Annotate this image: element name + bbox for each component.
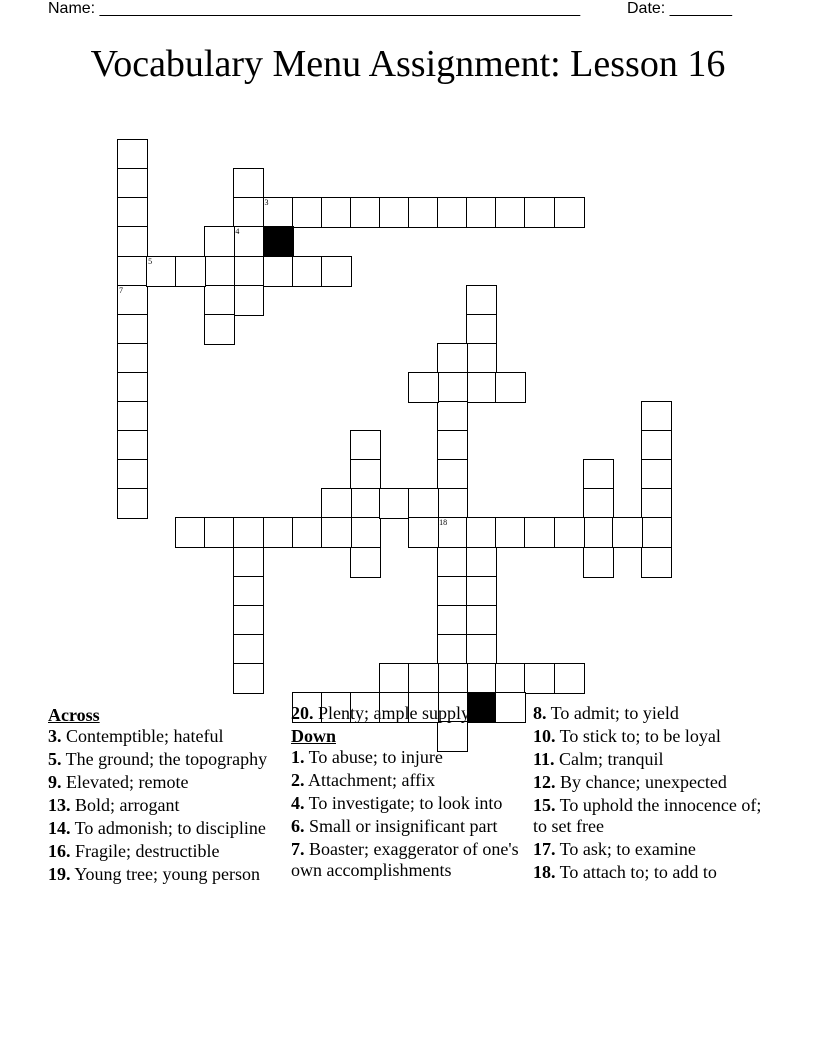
crossword-cell[interactable] <box>554 197 585 228</box>
clue-item <box>48 772 280 793</box>
crossword-cell[interactable] <box>437 343 468 374</box>
crossword-cell[interactable] <box>233 285 264 316</box>
clue-item-text: To admit; to yield <box>546 703 679 723</box>
clue-item <box>48 818 280 839</box>
clue-item-text: To abuse; to injure <box>304 747 443 767</box>
clue-item-text: Young tree; young person <box>70 864 260 884</box>
crossword-cell[interactable] <box>292 197 323 228</box>
clue-item <box>533 862 765 883</box>
crossword-cell[interactable] <box>117 314 148 345</box>
clue-item <box>48 864 280 885</box>
clues-column-2 <box>291 703 523 883</box>
crossword-cell[interactable] <box>466 517 497 548</box>
crossword-cell[interactable] <box>495 663 526 694</box>
clue-item-text: To stick to; to be loyal <box>555 726 721 746</box>
crossword-cell[interactable] <box>350 430 381 461</box>
crossword-cell[interactable] <box>204 256 235 287</box>
crossword-cell[interactable] <box>321 256 352 287</box>
down-heading: Down <box>291 726 337 746</box>
clue-item-text: Elevated; remote <box>61 772 189 792</box>
crossword-cell[interactable] <box>641 430 672 461</box>
clue-item-text: To investigate; to look into <box>304 793 503 813</box>
crossword-cell[interactable] <box>524 517 555 548</box>
crossword-cell[interactable] <box>437 197 468 228</box>
crossword-cell[interactable] <box>117 430 148 461</box>
clue-item-number: 3. <box>48 726 62 746</box>
clue-item-number: 4. <box>291 793 305 813</box>
clue-item-number: 18. <box>533 862 556 882</box>
crossword-cell[interactable] <box>583 547 614 578</box>
crossword-cell[interactable] <box>437 576 468 607</box>
crossword-cell[interactable] <box>408 488 439 519</box>
clue-number: 7 <box>119 285 123 295</box>
clue-item-number: 6. <box>291 816 305 836</box>
clue-item-number: 11. <box>533 749 555 769</box>
crossword-cell[interactable] <box>495 197 526 228</box>
clues-column-3 <box>533 703 765 885</box>
crossword-cell[interactable] <box>583 517 614 548</box>
crossword-cell[interactable] <box>117 401 148 432</box>
crossword-cell[interactable] <box>350 488 381 519</box>
clue-item-text: To ask; to examine <box>555 839 696 859</box>
crossword-cell[interactable] <box>437 634 468 665</box>
date-field-label: Date: _______ <box>627 0 732 17</box>
crossword-cell[interactable] <box>175 517 206 548</box>
crossword-cell[interactable] <box>204 314 235 345</box>
crossword-cell[interactable] <box>437 459 468 490</box>
crossword-cell[interactable] <box>263 517 294 548</box>
crossword-cell[interactable] <box>554 663 585 694</box>
crossword-cell[interactable] <box>408 197 439 228</box>
crossword-cell[interactable] <box>437 605 468 636</box>
clue-item <box>48 749 280 770</box>
crossword-cell[interactable] <box>117 459 148 490</box>
clue-item-text: To uphold the innocence of; to set free <box>533 795 762 836</box>
crossword-cell[interactable] <box>641 517 672 548</box>
crossword-cell[interactable] <box>466 547 497 578</box>
crossword-cell[interactable] <box>117 372 148 403</box>
crossword-cell[interactable] <box>263 197 294 228</box>
clue-item <box>533 772 765 793</box>
clue-number: 3 <box>264 198 269 208</box>
crossword-cell[interactable] <box>408 372 439 403</box>
crossword-cell[interactable] <box>233 197 264 228</box>
clue-item <box>291 793 523 814</box>
clue-item-text: Attachment; affix <box>304 770 436 790</box>
crossword-cell[interactable] <box>466 634 497 665</box>
clue-number: 4 <box>235 227 240 237</box>
crossword-cell[interactable] <box>466 576 497 607</box>
down-clue-list <box>291 747 523 881</box>
crossword-cell[interactable] <box>350 517 381 548</box>
clue-item-number: 17. <box>533 839 556 859</box>
clue-item-text: Fragile; destructible <box>70 841 220 861</box>
crossword-cell[interactable] <box>175 256 206 287</box>
crossword-cell[interactable] <box>437 488 468 519</box>
clue-item-text: The ground; the topography <box>61 749 268 769</box>
crossword-cell[interactable] <box>379 197 410 228</box>
crossword-cell[interactable] <box>641 547 672 578</box>
crossword-cell[interactable] <box>524 663 555 694</box>
clue-item-number: 20. <box>291 703 314 723</box>
crossword-cell[interactable] <box>408 663 439 694</box>
crossword-cell[interactable] <box>233 605 264 636</box>
clue-item <box>533 795 765 837</box>
crossword-cell[interactable] <box>437 372 468 403</box>
clue-item-number: 10. <box>533 726 556 746</box>
crossword-cell[interactable] <box>233 547 264 578</box>
name-field-label: Name: ______________________________________________________ <box>48 0 581 17</box>
clue-item-number: 2. <box>291 770 305 790</box>
crossword-cell[interactable] <box>204 226 235 257</box>
clue-item-number: 5. <box>48 749 62 769</box>
crossword-cell[interactable] <box>466 605 497 636</box>
crossword-cell[interactable] <box>350 459 381 490</box>
crossword-cell[interactable] <box>117 285 148 316</box>
crossword-cell[interactable] <box>350 547 381 578</box>
clue-item-number: 1. <box>291 747 305 767</box>
clue-item <box>291 816 523 837</box>
clue-item <box>291 839 523 881</box>
crossword-cell[interactable] <box>292 256 323 287</box>
crossword-cell[interactable] <box>554 517 585 548</box>
clue-item <box>291 703 523 724</box>
crossword-cell[interactable] <box>204 285 235 316</box>
crossword-cell[interactable] <box>495 517 526 548</box>
clue-item <box>291 747 523 768</box>
crossword-cell[interactable] <box>146 256 177 287</box>
clue-item <box>533 726 765 747</box>
clue-item-number: 13. <box>48 795 71 815</box>
crossword-cell[interactable] <box>466 285 497 316</box>
crossword-cell[interactable] <box>321 197 352 228</box>
across-clue-list <box>48 726 280 885</box>
clue-item-number: 14. <box>48 818 71 838</box>
clue-item <box>48 795 280 816</box>
clue-item-number: 16. <box>48 841 71 861</box>
clue-item-number: 12. <box>533 772 556 792</box>
crossword-cell[interactable] <box>204 517 235 548</box>
clues-column-1 <box>48 703 280 887</box>
crossword-cell[interactable] <box>641 401 672 432</box>
crossword-cell[interactable] <box>117 343 148 374</box>
crossword-cell[interactable] <box>117 197 148 228</box>
clue-item <box>48 726 280 747</box>
clue-item <box>533 839 765 860</box>
crossword-cell[interactable] <box>641 488 672 519</box>
crossword-cell[interactable] <box>612 517 643 548</box>
crossword-cell[interactable] <box>437 517 468 548</box>
clue-item-text: Boaster; exaggerator of one's own accomplishments <box>291 839 519 880</box>
clue-item-text: To admonish; to discipline <box>70 818 266 838</box>
crossword-cell[interactable] <box>466 372 497 403</box>
crossword-cell[interactable] <box>350 197 381 228</box>
across-heading: Across <box>48 705 100 725</box>
clue-item-text: To attach to; to add to <box>555 862 717 882</box>
crossword-cell[interactable] <box>117 226 148 257</box>
clue-number: 5 <box>148 256 153 266</box>
crossword-cell[interactable] <box>233 517 264 548</box>
crossword-cell[interactable] <box>466 197 497 228</box>
crossword-cell[interactable] <box>292 517 323 548</box>
clue-item-text: By chance; unexpected <box>555 772 727 792</box>
crossword-cell[interactable] <box>437 401 468 432</box>
crossword-cell[interactable] <box>117 488 148 519</box>
crossword-cell[interactable] <box>641 459 672 490</box>
crossword-cell[interactable] <box>495 372 526 403</box>
crossword-cell[interactable] <box>233 168 264 199</box>
crossword-cell[interactable] <box>233 226 264 257</box>
crossword-cell[interactable] <box>117 168 148 199</box>
crossword-cell[interactable] <box>263 256 294 287</box>
crossword-cell[interactable] <box>233 576 264 607</box>
crossword-cell[interactable] <box>379 663 410 694</box>
clue-item <box>291 770 523 791</box>
clue-item <box>533 703 765 724</box>
clue-item-number: 7. <box>291 839 305 859</box>
clue-item <box>48 841 280 862</box>
crossword-cell[interactable] <box>233 634 264 665</box>
clue-item-text: Small or insignificant part <box>304 816 498 836</box>
clue-item-number: 9. <box>48 772 62 792</box>
crossword-cell[interactable] <box>466 343 497 374</box>
crossword-cell[interactable] <box>117 256 148 287</box>
crossword-cell[interactable] <box>233 663 264 694</box>
clue-item-text: Bold; arrogant <box>70 795 180 815</box>
crossword-cell[interactable] <box>408 517 439 548</box>
clue-item-number: 8. <box>533 703 547 723</box>
crossword-cell[interactable] <box>437 430 468 461</box>
across-clue-list-continued <box>291 703 523 724</box>
crossword-cell[interactable] <box>321 488 352 519</box>
clue-item <box>533 749 765 770</box>
crossword-cell[interactable] <box>437 547 468 578</box>
crossword-cell[interactable] <box>233 256 264 287</box>
clue-item-text: Plenty; ample supply <box>313 703 470 723</box>
crossword-cell[interactable] <box>583 488 614 519</box>
clue-item-text: Contemptible; hateful <box>61 726 224 746</box>
crossword-cell[interactable] <box>321 517 352 548</box>
crossword-cell[interactable] <box>466 663 497 694</box>
crossword-cell[interactable] <box>524 197 555 228</box>
crossword-cell[interactable] <box>379 488 410 519</box>
clue-item-text: Calm; tranquil <box>554 749 664 769</box>
crossword-cell[interactable] <box>583 459 614 490</box>
clue-number: 18 <box>439 518 448 528</box>
page-title: Vocabulary Menu Assignment: Lesson 16 <box>90 43 726 85</box>
clue-item-number: 19. <box>48 864 71 884</box>
crossword-cell[interactable] <box>466 314 497 345</box>
down-clue-list-continued <box>533 703 765 883</box>
crossword-cell[interactable] <box>117 139 148 170</box>
crossword-cell[interactable] <box>437 663 468 694</box>
black-cell <box>263 226 294 257</box>
clue-item-number: 15. <box>533 795 556 815</box>
